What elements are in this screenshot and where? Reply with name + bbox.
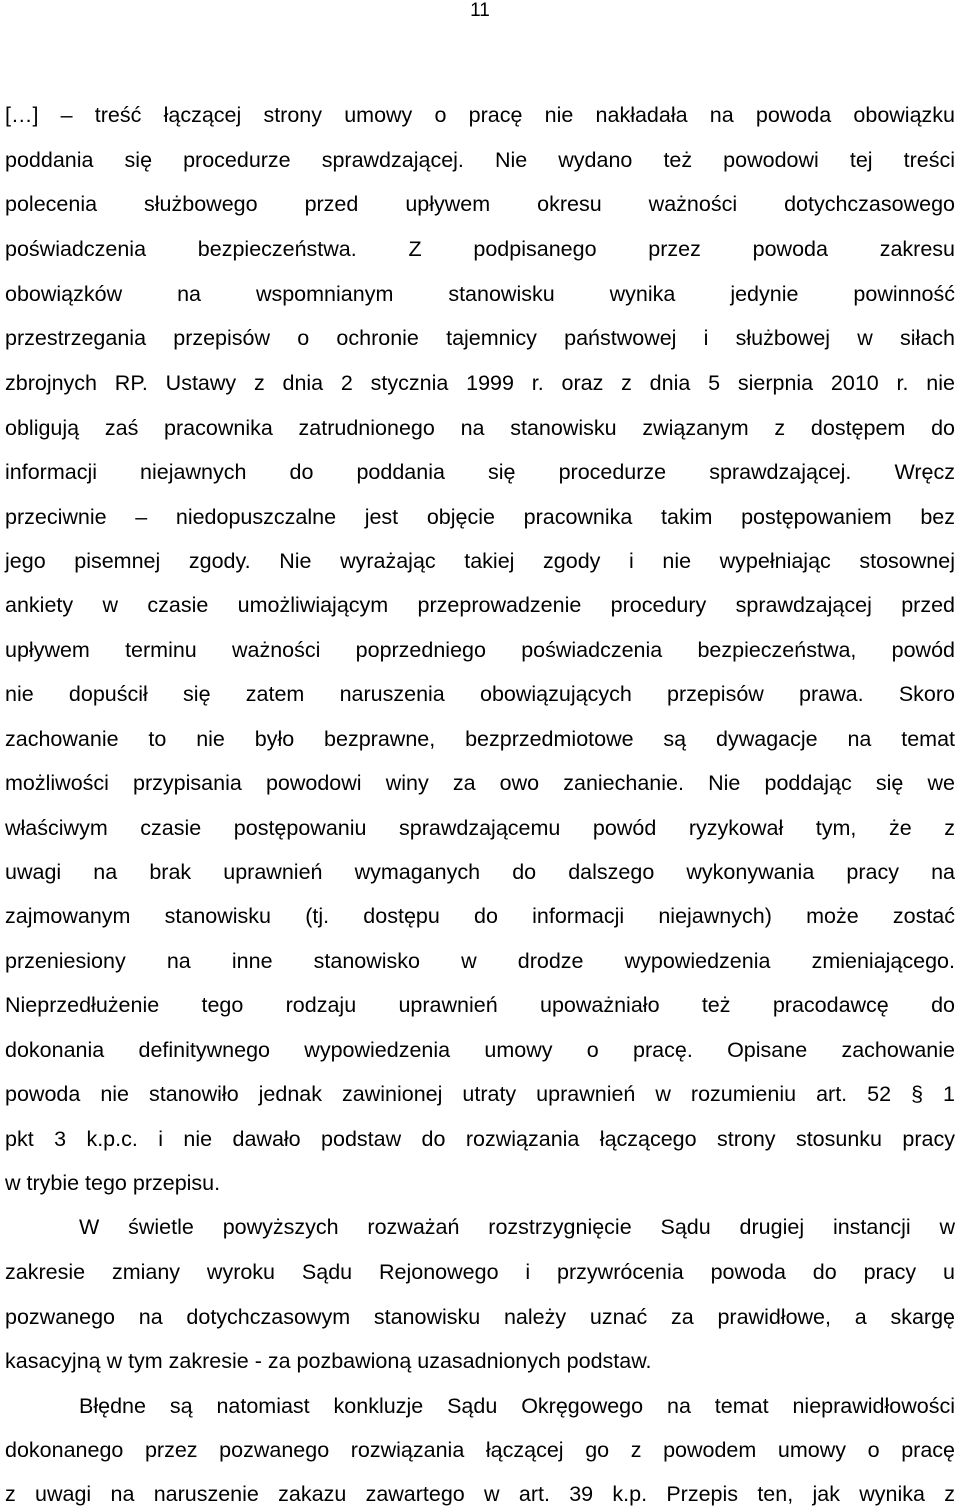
- text-line: pozwanego na dotychczasowym stanowisku należy uznać za prawidłowe, a skargę: [5, 1305, 955, 1329]
- text-line: […] – treść łączącej strony umowy o pracę nie nakładała na powoda obowiązku: [5, 103, 955, 127]
- text-line: Błędne są natomiast konkluzje Sądu Okręgowego na temat nieprawidłowości: [79, 1394, 955, 1418]
- text-line: zakresie zmiany wyroku Sądu Rejonowego i przywrócenia powoda do pracy u: [5, 1260, 955, 1284]
- text-line: w trybie tego przepisu.: [5, 1171, 221, 1195]
- text-line: upływem terminu ważności poprzedniego poświadczenia bezpieczeństwa, powód: [5, 638, 955, 662]
- text-line: uwagi na brak uprawnień wymaganych do dalszego wykonywania pracy na: [5, 860, 955, 884]
- text-line: pkt 3 k.p.c. i nie dawało podstaw do rozwiązania łączącego strony stosunku pracy: [5, 1127, 955, 1151]
- text-line: z uwagi na naruszenie zakazu zawartego w art. 39 k.p. Przepis ten, jak wynika z: [5, 1482, 955, 1506]
- text-line: dokonanego przez pozwanego rozwiązania łączącej go z powodem umowy o pracę: [5, 1438, 955, 1462]
- text-line: powoda nie stanowiło jednak zawinionej utraty uprawnień w rozumieniu art. 52 § 1: [5, 1082, 955, 1106]
- text-line: poświadczenia bezpieczeństwa. Z podpisanego przez powoda zakresu: [5, 237, 955, 261]
- text-line: przeciwnie – niedopuszczalne jest objęcie pracownika takim postępowaniem bez: [5, 505, 955, 529]
- text-line: możliwości przypisania powodowi winy za owo zaniechanie. Nie poddając się we: [5, 771, 955, 795]
- text-line: polecenia służbowego przed upływem okresu ważności dotychczasowego: [5, 192, 955, 216]
- text-line: obowiązków na wspomnianym stanowisku wynika jedynie powinność: [5, 282, 955, 306]
- text-line: Nieprzedłużenie tego rodzaju uprawnień upoważniało też pracodawcę do: [5, 993, 955, 1017]
- text-line: jego pisemnej zgody. Nie wyrażając takiej zgody i nie wypełniając stosownej: [5, 549, 955, 573]
- text-line: dokonania definitywnego wypowiedzenia umowy o pracę. Opisane zachowanie: [5, 1038, 955, 1062]
- text-line: W świetle powyższych rozważań rozstrzygnięcie Sądu drugiej instancji w: [79, 1215, 955, 1239]
- text-line: ankiety w czasie umożliwiającym przeprowadzenie procedury sprawdzającej przed: [5, 593, 955, 617]
- text-line: zajmowanym stanowisku (tj. dostępu do informacji niejawnych) może zostać: [5, 904, 955, 928]
- page-number: 11: [470, 0, 490, 21]
- text-line: kasacyjną w tym zakresie - za pozbawioną uzasadnionych podstaw.: [5, 1349, 652, 1373]
- text-line: przeniesiony na inne stanowisko w drodze wypowiedzenia zmieniającego.: [5, 949, 955, 973]
- text-line: informacji niejawnych do poddania się procedurze sprawdzającej. Wręcz: [5, 460, 955, 484]
- text-line: obligują zaś pracownika zatrudnionego na stanowisku związanym z dostępem do: [5, 416, 955, 440]
- text-line: poddania się procedurze sprawdzającej. Nie wydano też powodowi tej treści: [5, 148, 955, 172]
- text-line: przestrzegania przepisów o ochronie tajemnicy państwowej i służbowej w siłach: [5, 326, 955, 350]
- text-line: właściwym czasie postępowaniu sprawdzającemu powód ryzykował tym, że z: [5, 816, 955, 840]
- text-line: zachowanie to nie było bezprawne, bezprzedmiotowe są dywagacje na temat: [5, 727, 955, 751]
- text-line: zbrojnych RP. Ustawy z dnia 2 stycznia 1999 r. oraz z dnia 5 sierpnia 2010 r. nie: [5, 371, 955, 395]
- text-line: nie dopuścił się zatem naruszenia obowiązujących przepisów prawa. Skoro: [5, 682, 955, 706]
